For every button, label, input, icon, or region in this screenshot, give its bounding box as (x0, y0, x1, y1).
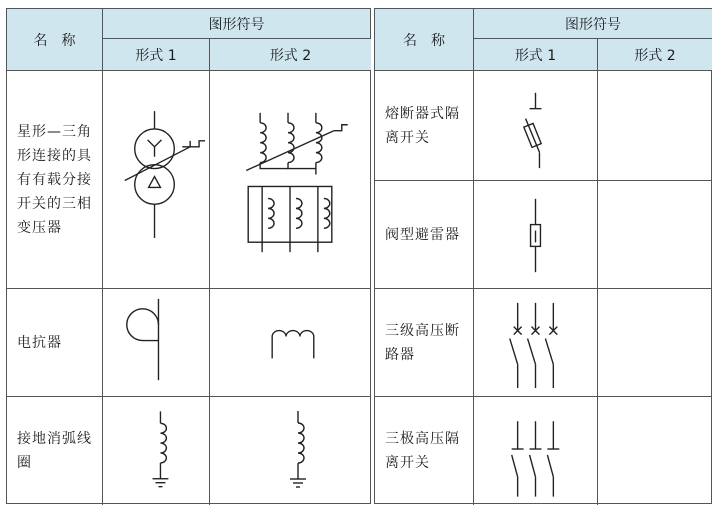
row-transformer-name (7, 71, 103, 289)
star-delta-transformer-icon (103, 71, 210, 289)
breaker-form2-empty (598, 289, 712, 397)
row-valve-arrester-name (375, 181, 474, 289)
header-form1-right-label: 形式 1 (514, 47, 557, 64)
arc-suppression-coil-icon-2 (210, 397, 371, 505)
header-form2-right (598, 39, 712, 71)
header-name-right (375, 9, 474, 71)
row-transformer-label: 星形—三角形连接的具有有载分接开关的三相变压器 (17, 123, 92, 236)
right-symbol-table (374, 8, 712, 504)
header-form2-left-label: 形式 2 (269, 47, 312, 64)
fuse-disconnector-icon (474, 71, 598, 181)
row-breaker-label: 三级高压断路器 (385, 322, 460, 363)
header-symbol-group-right (474, 9, 712, 39)
row-fuse-disconnector-name (375, 71, 474, 181)
valve-arrester-icon (474, 181, 598, 289)
reactor-coil-icon (210, 289, 371, 397)
header-name-left-label: 名 称 (33, 32, 76, 49)
row-arc-coil-label: 接地消弧线圈 (17, 431, 92, 471)
header-symbol-group-left (103, 9, 371, 39)
row-disconnector-name (375, 397, 474, 505)
reactor-icon (103, 289, 210, 397)
header-form1-right (474, 39, 598, 71)
three-pole-breaker-icon (474, 289, 598, 397)
header-form1-left (103, 39, 210, 71)
row-reactor-label: 电抗器 (17, 334, 62, 351)
header-symbol-group-left-label: 图形符号 (208, 16, 265, 33)
left-symbol-table (6, 8, 371, 504)
row-valve-arrester-label: 阀型避雷器 (385, 226, 460, 243)
arc-suppression-coil-icon (103, 397, 210, 505)
header-form1-left-label: 形式 1 (135, 47, 177, 64)
header-symbol-group-right-label: 图形符号 (565, 16, 621, 33)
disconnector-form2-empty (598, 397, 712, 505)
header-name-left (7, 9, 103, 71)
row-fuse-disconnector-label: 熔断器式隔离开关 (385, 105, 460, 146)
three-pole-disconnector-icon (474, 397, 598, 505)
header-name-right-label: 名 称 (403, 32, 445, 49)
valve-arrester-form2-empty (598, 181, 712, 289)
row-reactor-name (7, 289, 103, 397)
fuse-disconnector-form2-empty (598, 71, 712, 181)
row-breaker-name (375, 289, 474, 397)
three-phase-winding-transformer-icon (210, 71, 371, 289)
header-form2-right-label: 形式 2 (634, 47, 676, 64)
row-disconnector-label: 三极高压隔离开关 (385, 431, 460, 471)
row-arc-coil-name (7, 397, 103, 505)
header-form2-left (210, 39, 371, 71)
